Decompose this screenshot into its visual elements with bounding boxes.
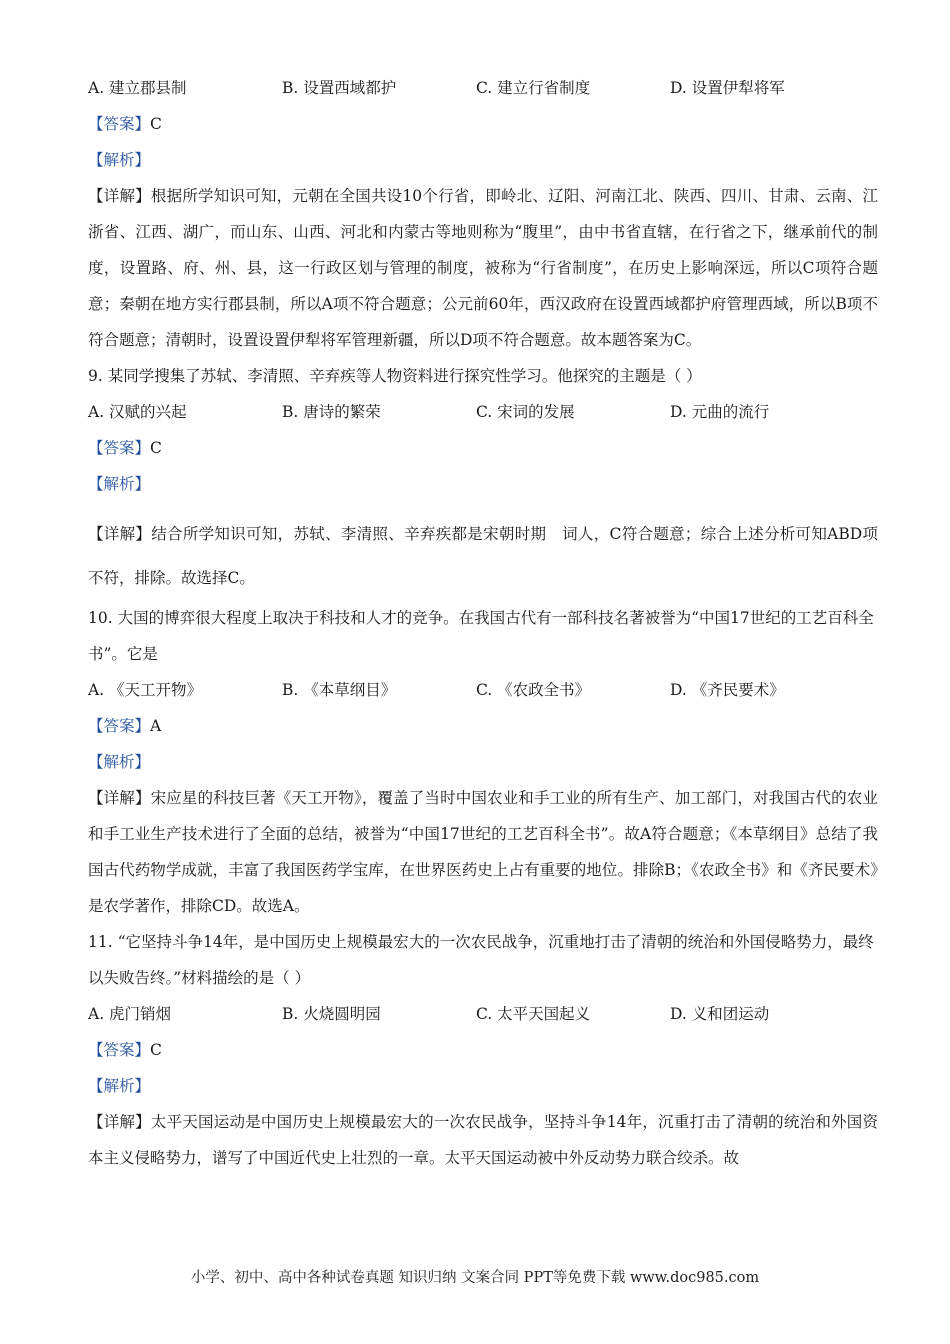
- option-a: A. 建立郡县制: [88, 79, 187, 97]
- detail-paragraph: [88, 512, 878, 600]
- q9-options: [88, 394, 878, 430]
- answer-line: [88, 430, 878, 466]
- answer-label: 【答案】: [88, 717, 151, 735]
- option-a: A. 《天工开物》: [88, 681, 203, 699]
- option-c: C. 《农政全书》: [476, 681, 591, 699]
- detail-text: 结合所学知识可知，苏轼、李清照、辛弃疾都是宋朝时期 词人，C符合题意；综合上述分析可知ABD项不符，排除。故选择C。: [88, 525, 878, 587]
- option-a: A. 虎门销烟: [88, 1005, 172, 1023]
- option-c: C. 太平天国起义: [476, 1005, 591, 1023]
- option-b: B. 《本草纲目》: [282, 681, 397, 699]
- answer-label: 【答案】: [88, 1041, 151, 1059]
- detail-label: 【详解】: [88, 187, 151, 205]
- option-d: D. 设置伊犁将军: [670, 79, 785, 97]
- option-b: B. 设置西域都护: [282, 79, 397, 97]
- option-c: C. 建立行省制度: [476, 79, 591, 97]
- option-d: D. 元曲的流行: [670, 403, 770, 421]
- page-content: [88, 70, 878, 1176]
- detail-text: 根据所学知识可知，元朝在全国共设10个行省，即岭北、辽阳、河南江北、陕西、四川、甘肃、云南、江浙省、江西、湖广，而山东、山西、河北和内蒙古等地则称为“腹里”，由中书省直辖，在行省之下，继承前代的制度，设置路、府、州、县，这一行政区划与管理的制度，被称为“行省制度”，在历史上影响深远，所以C项符合题意；秦朝在地方实行郡县制，所以A项不符合题意；公元前60年，西汉政府在设置西域都护府管理西域，所以B项不符合题意；清朝时，设置设置伊犁将军管理新疆，所以D项不符合题意。故本题答案为C。: [88, 187, 878, 349]
- answer-value: A: [150, 717, 162, 735]
- page-footer: 小学、初中、高中各种试卷真题 知识归纳 文案合同 PPT等免费下载 www.doc985.com: [190, 1270, 760, 1286]
- option-d: D. 义和团运动: [670, 1005, 770, 1023]
- q8-options: [88, 70, 878, 106]
- option-d: D. 《齐民要术》: [670, 681, 785, 699]
- detail-text: 太平天国运动是中国历史上规模最宏大的一次农民战争，坚持斗争14年，沉重打击了清朝的统治和外国资本主义侵略势力，谱写了中国近代史上壮烈的一章。太平天国运动被中外反动势力联合绞杀。故: [88, 1113, 878, 1167]
- analysis-label: 【解析】: [88, 1077, 151, 1095]
- analysis-label: 【解析】: [88, 753, 151, 771]
- option-c: C. 宋词的发展: [476, 403, 575, 421]
- detail-label: 【详解】: [88, 525, 152, 543]
- answer-value: C: [150, 115, 162, 133]
- question-9: 9. 某同学搜集了苏轼、李清照、辛弃疾等人物资料进行探究性学习。他探究的主题是（ ）: [88, 367, 702, 385]
- detail-label: 【详解】: [88, 789, 151, 807]
- analysis-label: 【解析】: [88, 151, 151, 169]
- answer-label: 【答案】: [88, 115, 151, 133]
- detail-text: 宋应星的科技巨著《天工开物》，覆盖了当时中国农业和手工业的所有生产、加工部门，对我国古代的农业和手工业生产技术进行了全面的总结，被誉为“中国17世纪的工艺百科全书”。故A符合题意；《本草纲目》总结了我国古代药物学成就，丰富了我国医药学宝库，在世界医药史上占有重要的地位。排除B；《农政全书》和《齐民要术》是农学著作，排除CD。故选A。: [88, 789, 878, 915]
- question-11: 11. “它坚持斗争14年，是中国历史上规模最宏大的一次农民战争，沉重地打击了清朝的统治和外国侵略势力，最终以失败告终。”材料描绘的是（ ）: [88, 933, 874, 987]
- question-10: 10. 大国的博弈很大程度上取决于科技和人才的竞争。在我国古代有一部科技名著被誉为“中国17世纪的工艺百科全书”。它是: [88, 609, 874, 663]
- detail-paragraph: [88, 780, 878, 924]
- option-b: B. 唐诗的繁荣: [282, 403, 381, 421]
- answer-label: 【答案】: [88, 439, 151, 457]
- option-b: B. 火烧圆明园: [282, 1005, 381, 1023]
- analysis-label: 【解析】: [88, 475, 151, 493]
- answer-value: C: [150, 439, 162, 457]
- option-a: A. 汉赋的兴起: [88, 403, 187, 421]
- q11-options: [88, 996, 878, 1032]
- answer-line: [88, 708, 878, 744]
- answer-value: C: [150, 1041, 162, 1059]
- answer-line: [88, 106, 878, 142]
- answer-line: [88, 1032, 878, 1068]
- detail-paragraph: [88, 1104, 878, 1176]
- detail-label: 【详解】: [88, 1113, 151, 1131]
- q10-options: [88, 672, 878, 708]
- detail-paragraph: [88, 178, 878, 358]
